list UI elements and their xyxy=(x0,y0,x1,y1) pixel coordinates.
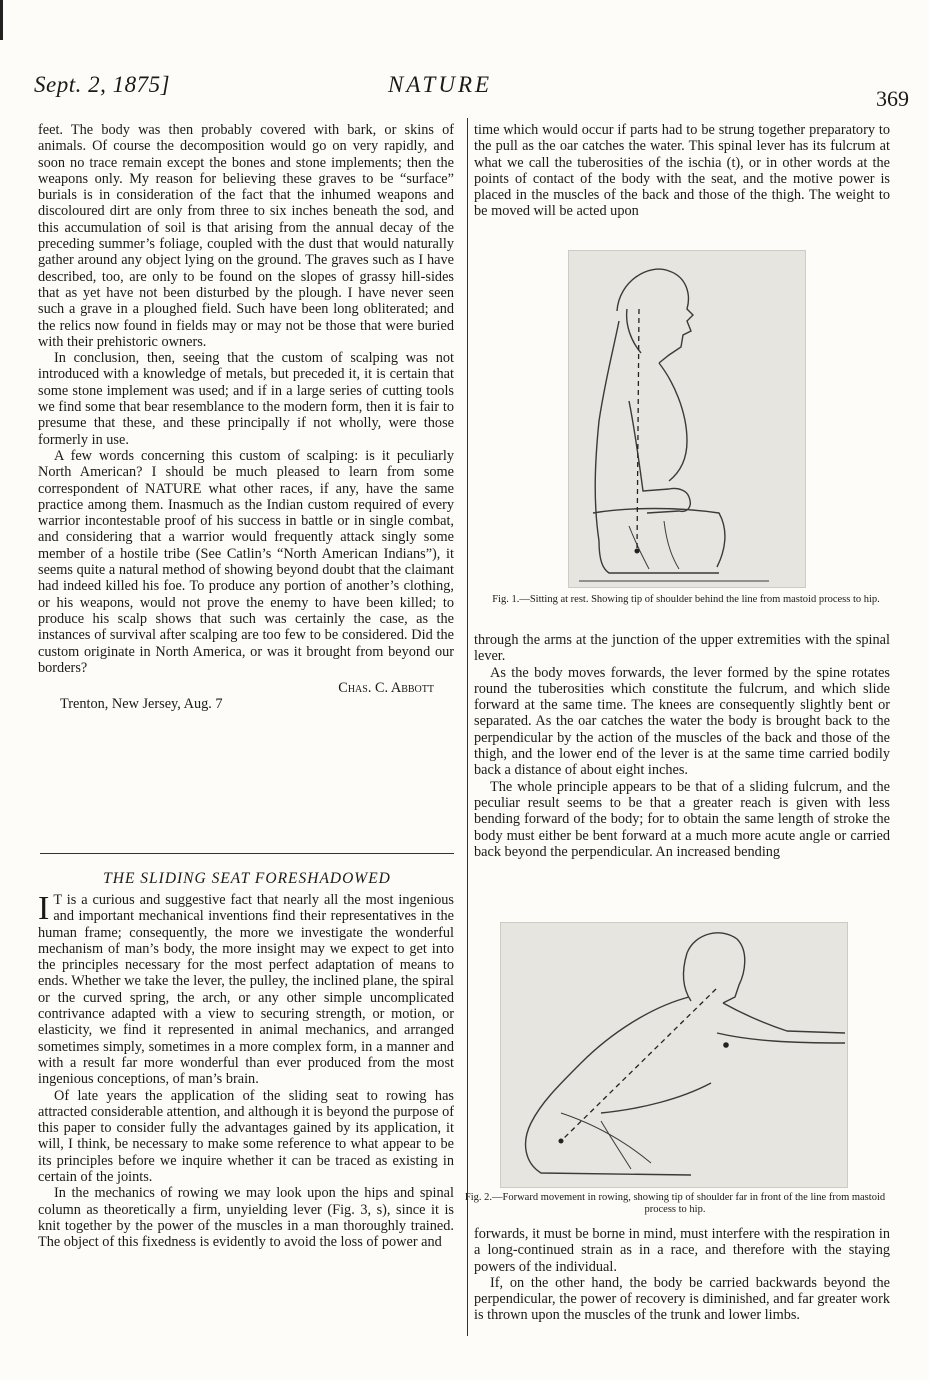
page-edge-mark xyxy=(0,0,3,40)
paragraph: Of late years the application of the sliding seat to rowing has attracted considerable attention, and although it is beyond the purpose of this paper to consider fully the advantages gained by its application, it will, I think, be necessary to make some reference to what appear to be its principles before we inquire whether it can be traced as existing in certain of the joints. xyxy=(38,1087,454,1186)
paragraph-first-text: T is a curious and suggestive fact that nearly all the most ingenious and important mechanical inventions find their representatives in the human frame; consequently, the more we investigate the wonderful mechanism of man’s body, the more insight may we expect to get into the principles necessary for the most perfect adaptation of means to ends. Whether we take the lever, the pulley, the inclined plane, the spiral or the curved spring, the arch, or any other simple uncomplicated contrivance adapted with a view to securing strength, or motion, or elasticity, we find it represented in animal mechanics, and arranged sometimes simply, sometimes in a more complex form, in a manner and with a result far more wonderful than ever produced from the most ingenious conceptions, of man’s brain. xyxy=(38,892,454,1088)
figure-1-sitting-at-rest xyxy=(568,250,806,588)
figure-1-illustration xyxy=(569,251,805,587)
paragraph: If, on the other hand, the body be carried backwards beyond the perpendicular, the power of recovery is diminished, and far greater work is thrown upon the muscles of the trunk and lower limbs. xyxy=(474,1274,890,1324)
header-title: NATURE xyxy=(388,72,493,97)
right-column-bottom xyxy=(474,1226,890,1324)
paragraph: feet. The body was then probably covered with bark, or skins of animals. Of course the decomposition would go on very rapidly, and soon no trace remain except the bones and stone implements; then the weapons only. My reason for believing these graves to be “surface” burials is in consideration of the fact that the inhumed weapons and discoloured dirt are only from three to six inches beneath the sod, and this accumulation of soil is that arising from the annual decay of the preceding summer’s foliage, coupled with the dust that would naturally gather around any object lying on the ground. The graves such as I have described, too, are only to be found on the slopes of grassy hill-sides that as yet have not been disturbed by the plough. I have never seen such a grave in a ploughed field. Such have been long obliterated; and the relics now found in fields may or may not be those that were buried with their prehistoric owners. xyxy=(38,122,454,350)
paragraph: In the mechanics of rowing we may look upon the hips and spinal column as theoretically a firm, unyielding lever (Fig. 3, s), since it is knit together by the power of the muscles in a man thoroughly trained. The object of this fixedness is evidently to avoid the loss of power and xyxy=(38,1185,454,1251)
left-column-article xyxy=(38,892,454,1251)
article-title: THE SLIDING SEAT FORESHADOWED xyxy=(103,870,391,887)
author-signature: Chas. C. Abbott xyxy=(338,680,434,697)
dateline: Trenton, New Jersey, Aug. 7 xyxy=(60,696,223,713)
paragraph: The whole principle appears to be that of a sliding fulcrum, and the peculiar result seems to be that a greater reach is given with less bending forward of the body; for to obtain the same length of stroke the body must either be bent forward at a much more acute angle or carried back beyond the perpendicular. An increased bending xyxy=(474,778,890,860)
paragraph-first xyxy=(38,892,454,1088)
page-number: 369 xyxy=(876,86,909,111)
page-header xyxy=(34,66,909,111)
paragraph: forwards, it must be borne in mind, must interfere with the respiration in a long-continued strain as in a race, and therefore with the staying powers of the individual. xyxy=(474,1226,890,1275)
paragraph: In conclusion, then, seeing that the custom of scalping was not introduced with a knowledge of metals, but preceded it, it is certain that some stone implement was used; and if in a large series of cutting tools we find some that bear resemblance to the modern form, then it is fair to presume that these, and these principally if not wholly, were those formerly in use. xyxy=(38,350,454,448)
right-column-middle xyxy=(474,632,890,860)
section-rule xyxy=(40,853,454,854)
column-divider xyxy=(467,118,468,1336)
figure-1-caption: Fig. 1.—Sitting at rest. Showing tip of shoulder behind the line from mastoid process to hip. xyxy=(492,594,880,605)
paragraph: As the body moves forwards, the lever formed by the spine rotates round the tuberosities which constitute the fulcrum, and which slide forward at the same time. The knees are consequently slightly bent or separated. As the oar catches the water the body is brought back to the perpendicular by the action of the muscles of the back and those of the thigh, and the lower end of the lever is at the same time carried bodily back a distance of about eight inches. xyxy=(474,664,890,779)
right-column-top xyxy=(474,122,890,220)
paragraph: A few words concerning this custom of scalping: is it peculiarly North American? I should be much pleased to learn from some correspondent of NATURE what other races, if any, have the same practice among them. Inasmuch as the Indian custom required of every warrior incontestable proof of his success in battle or in single combat, and considering that a warrior would frequently attack singly some member of a hostile tribe (See Catlin’s “North American Indians”), it seems quite a natural method of showing beyond doubt that the claimant had indeed killed his foe. To produce any portion of another’s clothing, or his weapons, would not prove the enemy to have been killed; to produce his scalp shows that such was certainly the case, as the instances of survival after scalping are too few to be considered. Did the custom originate in North America, or was it brought from beyond our borders? xyxy=(38,447,454,676)
paragraph: through the arms at the junction of the upper extremities with the spinal lever. xyxy=(474,632,890,665)
paragraph: time which would occur if parts had to be strung together preparatory to the pull as the oar catches the water. This spinal lever has its fulcrum at what we call the tuberosities of the ischia (t), or in other words at the points of contact of the body with the seat, and the motive power is placed in the muscles of the back and those of the thigh. The weight to be moved will be acted upon xyxy=(474,122,890,220)
figure-2-caption: Fig. 2.—Forward movement in rowing, showing tip of shoulder far in front of the line from mastoid process to hip. xyxy=(464,1192,886,1215)
drop-cap: I xyxy=(38,890,50,927)
left-column-previous-article xyxy=(38,122,454,713)
figure-2-forward-movement xyxy=(500,922,848,1188)
header-date: Sept. 2, 1875] xyxy=(34,72,171,97)
figure-2-illustration xyxy=(501,923,847,1187)
